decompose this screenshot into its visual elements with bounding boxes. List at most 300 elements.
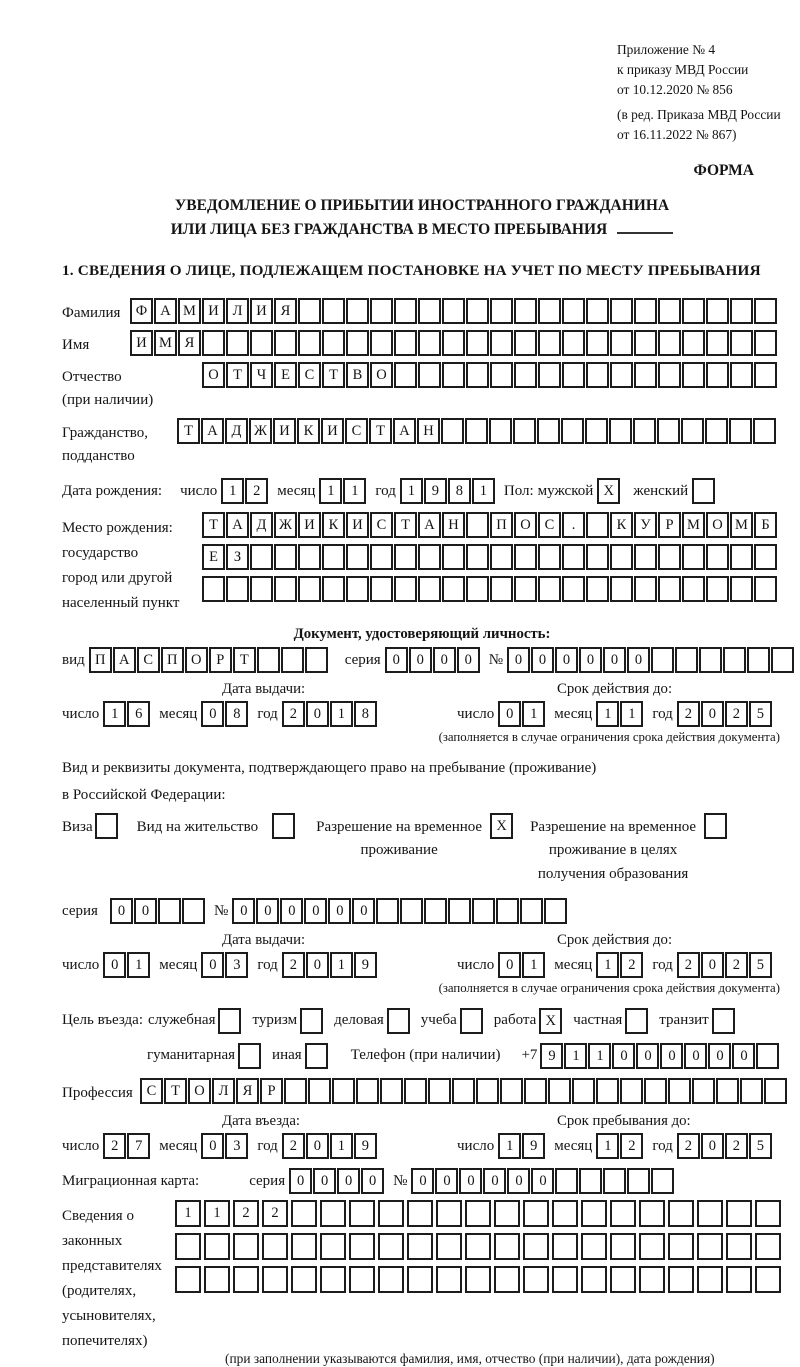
residence-permit-checkbox[interactable] xyxy=(272,813,296,839)
given-name-cells[interactable] xyxy=(130,330,778,356)
char-cell[interactable] xyxy=(668,1233,694,1260)
expiry-day-cells[interactable] xyxy=(498,701,546,727)
char-cell[interactable]: 0 xyxy=(531,647,554,673)
char-cell[interactable]: 1 xyxy=(221,478,244,504)
char-cell[interactable] xyxy=(298,544,321,570)
char-cell[interactable] xyxy=(250,544,273,570)
char-cell[interactable]: 0 xyxy=(306,952,329,978)
char-cell[interactable] xyxy=(538,298,561,324)
char-cell[interactable]: X xyxy=(490,813,513,839)
char-cell[interactable] xyxy=(514,544,537,570)
char-cell[interactable]: А xyxy=(201,418,224,444)
char-cell[interactable] xyxy=(538,362,561,388)
char-cell[interactable] xyxy=(682,298,705,324)
char-cell[interactable] xyxy=(418,576,441,602)
char-cell[interactable] xyxy=(552,1200,578,1227)
char-cell[interactable]: И xyxy=(130,330,153,356)
char-cell[interactable] xyxy=(218,1008,241,1034)
char-cell[interactable] xyxy=(555,1168,578,1194)
char-cell[interactable] xyxy=(730,576,753,602)
char-cell[interactable] xyxy=(755,1266,781,1293)
char-cell[interactable] xyxy=(668,1200,694,1227)
char-cell[interactable] xyxy=(658,330,681,356)
char-cell[interactable]: 0 xyxy=(498,701,521,727)
char-cell[interactable] xyxy=(726,1266,752,1293)
char-cell[interactable]: 0 xyxy=(457,647,480,673)
char-cell[interactable]: 0 xyxy=(313,1168,336,1194)
char-cell[interactable]: С xyxy=(137,647,160,673)
char-cell[interactable] xyxy=(346,544,369,570)
char-cell[interactable] xyxy=(562,330,585,356)
char-cell[interactable] xyxy=(291,1200,317,1227)
purpose-work-checkbox[interactable] xyxy=(539,1008,563,1034)
char-cell[interactable]: О xyxy=(188,1078,211,1104)
char-cell[interactable]: М xyxy=(682,512,705,538)
char-cell[interactable]: З xyxy=(226,544,249,570)
char-cell[interactable] xyxy=(322,298,345,324)
char-cell[interactable]: Р xyxy=(209,647,232,673)
char-cell[interactable]: 1 xyxy=(103,701,126,727)
char-cell[interactable]: 0 xyxy=(280,898,303,924)
char-cell[interactable]: Я xyxy=(274,298,297,324)
char-cell[interactable] xyxy=(490,544,513,570)
char-cell[interactable]: 0 xyxy=(507,1168,530,1194)
char-cell[interactable]: Т xyxy=(394,512,417,538)
char-cell[interactable]: М xyxy=(730,512,753,538)
char-cell[interactable]: Т xyxy=(369,418,392,444)
char-cell[interactable] xyxy=(476,1078,499,1104)
char-cell[interactable] xyxy=(682,362,705,388)
char-cell[interactable]: Л xyxy=(226,298,249,324)
char-cell[interactable] xyxy=(639,1233,665,1260)
char-cell[interactable] xyxy=(755,1233,781,1260)
purpose-humanitarian-checkbox[interactable] xyxy=(238,1043,262,1069)
arrival-day-cells[interactable] xyxy=(103,1133,151,1159)
char-cell[interactable] xyxy=(418,298,441,324)
char-cell[interactable]: 9 xyxy=(522,1133,545,1159)
char-cell[interactable]: 0 xyxy=(306,701,329,727)
char-cell[interactable] xyxy=(544,898,567,924)
char-cell[interactable]: 0 xyxy=(435,1168,458,1194)
char-cell[interactable] xyxy=(441,418,464,444)
char-cell[interactable]: 0 xyxy=(579,647,602,673)
char-cell[interactable] xyxy=(726,1200,752,1227)
char-cell[interactable] xyxy=(729,418,752,444)
expiry-month-cells[interactable] xyxy=(596,701,644,727)
char-cell[interactable] xyxy=(466,330,489,356)
char-cell[interactable]: X xyxy=(539,1008,562,1034)
char-cell[interactable] xyxy=(394,298,417,324)
char-cell[interactable] xyxy=(634,362,657,388)
char-cell[interactable] xyxy=(523,1200,549,1227)
char-cell[interactable] xyxy=(465,1233,491,1260)
char-cell[interactable]: 1 xyxy=(330,1133,353,1159)
char-cell[interactable] xyxy=(226,576,249,602)
char-cell[interactable]: Т xyxy=(233,647,256,673)
char-cell[interactable]: 2 xyxy=(103,1133,126,1159)
char-cell[interactable] xyxy=(400,898,423,924)
char-cell[interactable] xyxy=(346,298,369,324)
residence-issue-year-cells[interactable] xyxy=(282,952,378,978)
char-cell[interactable]: У xyxy=(634,512,657,538)
char-cell[interactable] xyxy=(490,362,513,388)
char-cell[interactable] xyxy=(500,1078,523,1104)
issue-month-cells[interactable] xyxy=(201,701,249,727)
char-cell[interactable] xyxy=(300,1008,323,1034)
char-cell[interactable]: 0 xyxy=(627,647,650,673)
expiry-year-cells[interactable] xyxy=(677,701,773,727)
char-cell[interactable] xyxy=(706,330,729,356)
char-cell[interactable]: 9 xyxy=(354,1133,377,1159)
char-cell[interactable] xyxy=(204,1266,230,1293)
char-cell[interactable] xyxy=(272,813,295,839)
char-cell[interactable]: 0 xyxy=(660,1043,683,1069)
arrival-year-cells[interactable] xyxy=(282,1133,378,1159)
char-cell[interactable]: 2 xyxy=(262,1200,288,1227)
char-cell[interactable] xyxy=(370,298,393,324)
char-cell[interactable]: А xyxy=(226,512,249,538)
char-cell[interactable] xyxy=(716,1078,739,1104)
char-cell[interactable] xyxy=(706,544,729,570)
char-cell[interactable] xyxy=(378,1266,404,1293)
char-cell[interactable]: А xyxy=(113,647,136,673)
char-cell[interactable]: Т xyxy=(177,418,200,444)
char-cell[interactable] xyxy=(586,330,609,356)
char-cell[interactable] xyxy=(730,298,753,324)
char-cell[interactable] xyxy=(634,576,657,602)
char-cell[interactable]: 0 xyxy=(361,1168,384,1194)
char-cell[interactable] xyxy=(472,898,495,924)
purpose-transit-checkbox[interactable] xyxy=(712,1008,736,1034)
char-cell[interactable]: 0 xyxy=(306,1133,329,1159)
char-cell[interactable] xyxy=(418,330,441,356)
char-cell[interactable] xyxy=(523,1266,549,1293)
char-cell[interactable] xyxy=(658,576,681,602)
char-cell[interactable] xyxy=(513,418,536,444)
char-cell[interactable] xyxy=(346,576,369,602)
char-cell[interactable] xyxy=(548,1078,571,1104)
char-cell[interactable]: 0 xyxy=(256,898,279,924)
char-cell[interactable] xyxy=(466,298,489,324)
char-cell[interactable] xyxy=(394,576,417,602)
char-cell[interactable] xyxy=(490,576,513,602)
char-cell[interactable] xyxy=(561,418,584,444)
char-cell[interactable] xyxy=(697,1233,723,1260)
char-cell[interactable] xyxy=(682,544,705,570)
char-cell[interactable] xyxy=(740,1078,763,1104)
birth-place-cells-row3[interactable] xyxy=(202,576,778,602)
char-cell[interactable] xyxy=(620,1078,643,1104)
char-cell[interactable]: И xyxy=(321,418,344,444)
char-cell[interactable] xyxy=(175,1266,201,1293)
char-cell[interactable] xyxy=(489,418,512,444)
char-cell[interactable] xyxy=(562,576,585,602)
char-cell[interactable] xyxy=(356,1078,379,1104)
char-cell[interactable]: Т xyxy=(164,1078,187,1104)
char-cell[interactable] xyxy=(202,330,225,356)
birth-place-cells-row2[interactable] xyxy=(202,544,778,570)
char-cell[interactable] xyxy=(651,1168,674,1194)
char-cell[interactable]: 1 xyxy=(498,1133,521,1159)
char-cell[interactable] xyxy=(274,576,297,602)
char-cell[interactable]: Р xyxy=(260,1078,283,1104)
char-cell[interactable] xyxy=(322,330,345,356)
char-cell[interactable]: 1 xyxy=(596,952,619,978)
char-cell[interactable] xyxy=(625,1008,648,1034)
birth-day-cells[interactable] xyxy=(221,478,269,504)
stay-day-cells[interactable] xyxy=(498,1133,546,1159)
char-cell[interactable]: Е xyxy=(274,362,297,388)
char-cell[interactable] xyxy=(682,330,705,356)
char-cell[interactable] xyxy=(394,330,417,356)
char-cell[interactable]: 1 xyxy=(204,1200,230,1227)
char-cell[interactable]: . xyxy=(562,512,585,538)
char-cell[interactable] xyxy=(274,330,297,356)
char-cell[interactable] xyxy=(538,330,561,356)
char-cell[interactable]: 8 xyxy=(448,478,471,504)
sex-female-checkbox[interactable] xyxy=(692,478,716,504)
birth-year-cells[interactable] xyxy=(400,478,496,504)
char-cell[interactable]: 0 xyxy=(732,1043,755,1069)
char-cell[interactable]: И xyxy=(298,512,321,538)
char-cell[interactable]: М xyxy=(154,330,177,356)
doc-series-cells[interactable] xyxy=(385,647,481,673)
char-cell[interactable]: Ж xyxy=(249,418,272,444)
char-cell[interactable]: 7 xyxy=(127,1133,150,1159)
char-cell[interactable]: 2 xyxy=(245,478,268,504)
purpose-private-checkbox[interactable] xyxy=(625,1008,649,1034)
char-cell[interactable]: 8 xyxy=(225,701,248,727)
char-cell[interactable]: 3 xyxy=(225,1133,248,1159)
char-cell[interactable] xyxy=(682,576,705,602)
char-cell[interactable] xyxy=(158,898,181,924)
char-cell[interactable] xyxy=(552,1233,578,1260)
char-cell[interactable] xyxy=(466,576,489,602)
residence-number-cells[interactable] xyxy=(232,898,568,924)
citizenship-cells[interactable] xyxy=(177,418,777,444)
char-cell[interactable] xyxy=(764,1078,787,1104)
residence-expiry-day-cells[interactable] xyxy=(498,952,546,978)
char-cell[interactable]: 1 xyxy=(620,701,643,727)
char-cell[interactable] xyxy=(370,544,393,570)
char-cell[interactable] xyxy=(520,898,543,924)
char-cell[interactable] xyxy=(552,1266,578,1293)
char-cell[interactable] xyxy=(747,647,770,673)
char-cell[interactable]: П xyxy=(161,647,184,673)
char-cell[interactable] xyxy=(755,1200,781,1227)
char-cell[interactable]: Ж xyxy=(274,512,297,538)
char-cell[interactable] xyxy=(610,1233,636,1260)
char-cell[interactable] xyxy=(538,544,561,570)
char-cell[interactable]: Б xyxy=(754,512,777,538)
char-cell[interactable]: 9 xyxy=(540,1043,563,1069)
char-cell[interactable] xyxy=(370,330,393,356)
char-cell[interactable] xyxy=(610,1200,636,1227)
char-cell[interactable] xyxy=(496,898,519,924)
char-cell[interactable] xyxy=(262,1266,288,1293)
char-cell[interactable] xyxy=(250,330,273,356)
char-cell[interactable]: 0 xyxy=(411,1168,434,1194)
char-cell[interactable] xyxy=(668,1266,694,1293)
char-cell[interactable] xyxy=(610,298,633,324)
char-cell[interactable] xyxy=(442,298,465,324)
char-cell[interactable] xyxy=(730,544,753,570)
char-cell[interactable] xyxy=(465,1266,491,1293)
char-cell[interactable]: Т xyxy=(226,362,249,388)
char-cell[interactable]: 2 xyxy=(282,701,305,727)
char-cell[interactable] xyxy=(233,1233,259,1260)
char-cell[interactable] xyxy=(610,576,633,602)
char-cell[interactable] xyxy=(349,1233,375,1260)
char-cell[interactable] xyxy=(424,898,447,924)
stay-year-cells[interactable] xyxy=(677,1133,773,1159)
issue-day-cells[interactable] xyxy=(103,701,151,727)
char-cell[interactable] xyxy=(448,898,471,924)
char-cell[interactable] xyxy=(658,544,681,570)
char-cell[interactable]: В xyxy=(346,362,369,388)
char-cell[interactable]: 0 xyxy=(684,1043,707,1069)
char-cell[interactable] xyxy=(442,362,465,388)
char-cell[interactable] xyxy=(436,1266,462,1293)
representatives-cells-row1[interactable] xyxy=(175,1200,784,1227)
char-cell[interactable]: 0 xyxy=(103,952,126,978)
char-cell[interactable] xyxy=(754,544,777,570)
char-cell[interactable]: 1 xyxy=(343,478,366,504)
char-cell[interactable] xyxy=(657,418,680,444)
char-cell[interactable]: 2 xyxy=(725,701,748,727)
char-cell[interactable] xyxy=(465,418,488,444)
char-cell[interactable]: Я xyxy=(236,1078,259,1104)
char-cell[interactable] xyxy=(514,298,537,324)
char-cell[interactable] xyxy=(634,330,657,356)
char-cell[interactable]: 2 xyxy=(725,952,748,978)
char-cell[interactable] xyxy=(771,647,794,673)
char-cell[interactable]: П xyxy=(490,512,513,538)
char-cell[interactable]: 0 xyxy=(701,1133,724,1159)
char-cell[interactable]: 2 xyxy=(677,1133,700,1159)
char-cell[interactable] xyxy=(442,576,465,602)
char-cell[interactable] xyxy=(610,362,633,388)
char-cell[interactable] xyxy=(204,1233,230,1260)
char-cell[interactable] xyxy=(305,1043,328,1069)
char-cell[interactable]: И xyxy=(250,298,273,324)
char-cell[interactable]: А xyxy=(393,418,416,444)
char-cell[interactable] xyxy=(407,1266,433,1293)
char-cell[interactable] xyxy=(562,298,585,324)
char-cell[interactable] xyxy=(466,512,489,538)
char-cell[interactable] xyxy=(349,1266,375,1293)
char-cell[interactable]: 0 xyxy=(459,1168,482,1194)
residence-series-cells[interactable] xyxy=(110,898,206,924)
char-cell[interactable]: 0 xyxy=(498,952,521,978)
char-cell[interactable] xyxy=(639,1266,665,1293)
char-cell[interactable] xyxy=(442,330,465,356)
char-cell[interactable] xyxy=(349,1200,375,1227)
char-cell[interactable]: 1 xyxy=(330,952,353,978)
char-cell[interactable] xyxy=(308,1078,331,1104)
birth-place-cells-row1[interactable] xyxy=(202,512,778,538)
char-cell[interactable]: 1 xyxy=(400,478,423,504)
char-cell[interactable]: К xyxy=(297,418,320,444)
char-cell[interactable] xyxy=(466,362,489,388)
char-cell[interactable] xyxy=(257,647,280,673)
char-cell[interactable]: 0 xyxy=(708,1043,731,1069)
char-cell[interactable]: 1 xyxy=(330,701,353,727)
char-cell[interactable] xyxy=(460,1008,483,1034)
char-cell[interactable]: 5 xyxy=(749,1133,772,1159)
char-cell[interactable]: С xyxy=(345,418,368,444)
char-cell[interactable] xyxy=(692,478,715,504)
doc-kind-cells[interactable] xyxy=(89,647,329,673)
birth-month-cells[interactable] xyxy=(319,478,367,504)
char-cell[interactable]: О xyxy=(202,362,225,388)
char-cell[interactable]: 1 xyxy=(588,1043,611,1069)
char-cell[interactable]: 0 xyxy=(328,898,351,924)
char-cell[interactable]: 0 xyxy=(201,1133,224,1159)
char-cell[interactable] xyxy=(586,512,609,538)
char-cell[interactable] xyxy=(586,544,609,570)
char-cell[interactable] xyxy=(404,1078,427,1104)
char-cell[interactable]: 2 xyxy=(233,1200,259,1227)
char-cell[interactable]: 6 xyxy=(127,701,150,727)
char-cell[interactable] xyxy=(490,330,513,356)
char-cell[interactable] xyxy=(730,362,753,388)
char-cell[interactable]: 0 xyxy=(433,647,456,673)
char-cell[interactable] xyxy=(378,1233,404,1260)
char-cell[interactable]: Л xyxy=(212,1078,235,1104)
char-cell[interactable] xyxy=(753,418,776,444)
char-cell[interactable] xyxy=(581,1266,607,1293)
purpose-study-checkbox[interactable] xyxy=(460,1008,484,1034)
char-cell[interactable] xyxy=(658,298,681,324)
char-cell[interactable] xyxy=(418,544,441,570)
char-cell[interactable]: 1 xyxy=(319,478,342,504)
char-cell[interactable] xyxy=(651,647,674,673)
char-cell[interactable] xyxy=(465,1200,491,1227)
char-cell[interactable] xyxy=(95,813,118,839)
char-cell[interactable] xyxy=(681,418,704,444)
char-cell[interactable] xyxy=(376,898,399,924)
sex-male-checkbox[interactable] xyxy=(597,478,621,504)
char-cell[interactable] xyxy=(514,330,537,356)
char-cell[interactable]: 2 xyxy=(282,952,305,978)
char-cell[interactable] xyxy=(603,1168,626,1194)
char-cell[interactable]: 0 xyxy=(555,647,578,673)
char-cell[interactable] xyxy=(726,1233,752,1260)
char-cell[interactable] xyxy=(202,576,225,602)
char-cell[interactable] xyxy=(380,1078,403,1104)
char-cell[interactable] xyxy=(233,1266,259,1293)
char-cell[interactable] xyxy=(754,576,777,602)
char-cell[interactable] xyxy=(610,544,633,570)
phone-cells[interactable] xyxy=(540,1043,780,1069)
char-cell[interactable] xyxy=(418,362,441,388)
temp-residence-edu-checkbox[interactable] xyxy=(704,813,728,839)
char-cell[interactable] xyxy=(442,544,465,570)
char-cell[interactable]: 0 xyxy=(232,898,255,924)
char-cell[interactable] xyxy=(182,898,205,924)
char-cell[interactable] xyxy=(322,576,345,602)
char-cell[interactable] xyxy=(436,1233,462,1260)
representatives-cells-row3[interactable] xyxy=(175,1266,784,1293)
char-cell[interactable]: 1 xyxy=(472,478,495,504)
char-cell[interactable]: 8 xyxy=(354,701,377,727)
representatives-cells-row2[interactable] xyxy=(175,1233,784,1260)
char-cell[interactable]: 0 xyxy=(603,647,626,673)
char-cell[interactable]: 2 xyxy=(282,1133,305,1159)
char-cell[interactable]: Т xyxy=(322,362,345,388)
char-cell[interactable] xyxy=(436,1200,462,1227)
